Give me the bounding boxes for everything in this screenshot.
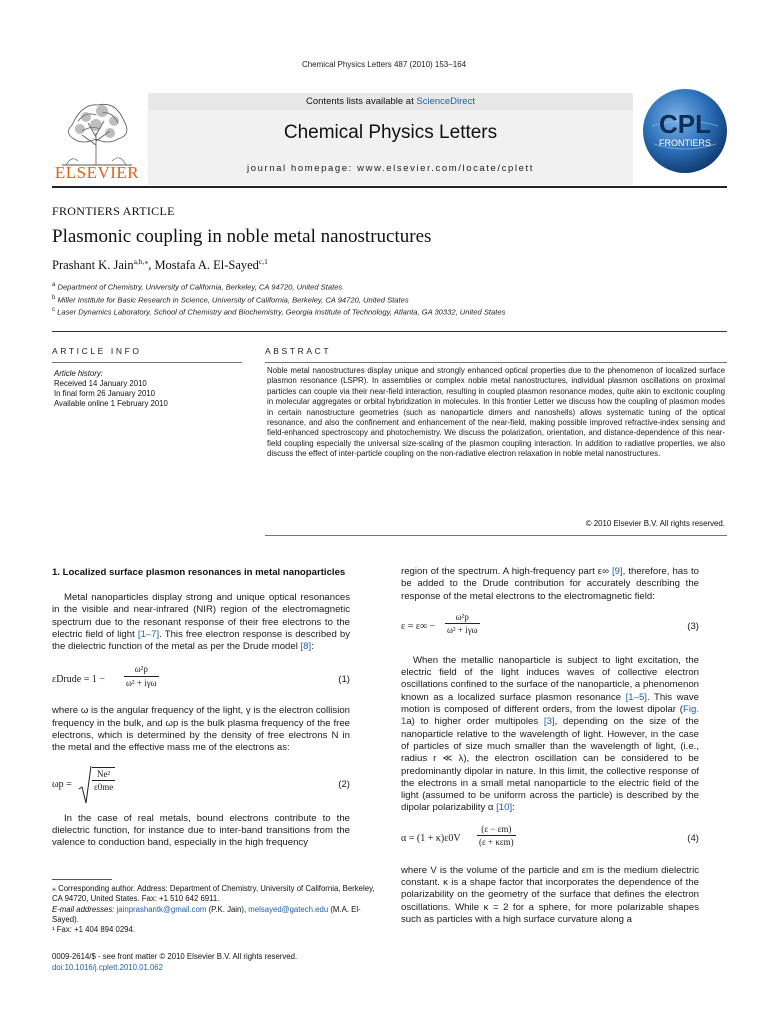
history-online: Available online 1 February 2010 xyxy=(54,399,168,408)
affiliation-a: $^a$ Department of Chemistry, University of California, Berkeley, CA 94720, United States xyxy=(52,282,343,292)
ref-link-3[interactable]: [3] xyxy=(543,716,555,728)
equation-3 xyxy=(401,611,699,645)
article-info-rule xyxy=(52,331,727,332)
history-received: Received 14 January 2010 xyxy=(54,379,147,388)
article-title: Plasmonic coupling in noble metal nanostructures xyxy=(52,226,432,247)
footnote-corresponding: ⁎ Corresponding author. Address: Department of Chemistry, University of California, Berkeley, CA 94720, United States. Fax: +1 510 642 6911. xyxy=(52,884,375,904)
right-column xyxy=(401,566,699,926)
footnote-rule xyxy=(52,879,112,880)
contents-prefix: Contents lists available at xyxy=(306,96,417,107)
journal-header-inner xyxy=(148,110,633,185)
left-column xyxy=(52,592,350,850)
ref-link-10[interactable]: [10] xyxy=(496,802,513,814)
affiliation-b: $^b$ Miller Institute for Basic Research in Science, University of California, Berkeley, CA 94720, United States xyxy=(52,295,409,305)
ref-link-1-7[interactable]: [1–7] xyxy=(137,628,160,640)
authors-line xyxy=(52,257,268,273)
article-info-heading: ARTICLE INFO xyxy=(52,346,142,356)
journal-homepage[interactable]: journal homepage: www.elsevier.com/locate/cplett xyxy=(247,163,534,174)
bottom-info xyxy=(52,951,297,973)
eq1-fraction: ω²p ω² + iγω xyxy=(126,664,157,688)
eq2-number: (2) xyxy=(338,778,350,790)
abstract-text: Noble metal nanostructures display unique and strongly enhanced optical properties due to the phenomenon of localized surface plasmon resonance (LSPR). In assemblies or complex noble metal nanostructures, individual plasmon oscillations on proximal particles can couple via their near-field interaction, resulting in coupled plasmon resonance modes, quite akin to excitonic coupling in molecular aggregates or orbital hybridization in molecules. In this frontier Letter we discuss how the coupling of plasmon modes in certain nanostructure geometries (such as nanoparticle dimers and nanoshells) allows systematic tuning of the optical resonance, and also the confinement and enhancement of the near-field, making possible improved refractive-index sensing and field-enhanced spectroscopy and photochemistry. We discuss the polarization, orientation, and distance-dependence of this near-field coupling especially the universal size-scaling of the plasmon coupling interaction. In addition to radiative properties, we also discuss the effect of inter-particle coupling on the non-radiative electron relaxation in noble metal nanostructures. xyxy=(267,366,725,459)
cpl-frontiers-badge[interactable] xyxy=(640,86,730,176)
col2-paragraph-1: region of the spectrum. A high-frequency part ε∞ [9], therefore, has to be added to the Drude contribution for accurately describing the response of the metal electrons to the electromagnetic field: xyxy=(401,566,699,602)
paragraph-3: In the case of real metals, bound electrons contribute to the dielectric function, for instance due to inter-band transitions from the valence to conduction band, especially in the high frequency xyxy=(52,812,350,849)
eq3-number: (3) xyxy=(687,620,699,632)
section-1-title: 1. Localized surface plasmon resonances in metal nanoparticles xyxy=(52,567,346,578)
col2-paragraph-3: where V is the volume of the particle and εm is the medium dielectric constant. κ is a shape factor that incorporates the dependence of the polarizability on the geometry of the surface that defines the electron oscillations. While κ = 2 for a sphere, for more polarizable shapes such as particles with a high surface curvature along a xyxy=(401,864,699,925)
eq1-number: (1) xyxy=(338,674,350,686)
abstract-bottom-divider xyxy=(265,535,727,536)
paragraph-1: Metal nanoparticles display strong and unique optical resonances in the visible and near-infrared (NIR) region of the electromagnetic spectrum due to the resonant response of their free electrons to the electric field of light [1–7]. This free electron response is described by the dielectric function of the metal as per the Drude model [8]: xyxy=(52,592,351,653)
journal-header xyxy=(148,93,633,185)
eq4-lhs: α = (1 + κ)ε0V xyxy=(401,832,461,844)
journal-title[interactable]: Chemical Physics Letters xyxy=(283,122,498,143)
eq2-lhs: ωp = xyxy=(52,778,72,790)
doi-link[interactable]: doi:10.1016/j.cplett.2010.01.062 xyxy=(52,963,163,972)
tree-icon xyxy=(52,95,142,167)
email-link-jain[interactable]: jainprashantk@gmail.com xyxy=(116,904,207,914)
abstract-divider xyxy=(265,362,727,363)
ref-link-1-5[interactable]: [1–5] xyxy=(625,691,647,703)
author-2-affil[interactable]: c,1 xyxy=(258,257,268,266)
footnote-fax: ¹ Fax: +1 404 894 0294. xyxy=(52,925,136,935)
ref-link-9[interactable]: [9] xyxy=(611,566,623,577)
article-history xyxy=(54,369,168,409)
history-final: In final form 26 January 2010 xyxy=(54,389,155,398)
sciencedirect-link[interactable]: ScienceDirect xyxy=(416,96,475,107)
author-1: Prashant K. Jain xyxy=(52,258,134,273)
abstract-heading: ABSTRACT xyxy=(265,346,332,356)
eq2-fraction: $\frac{\text{Ne²}}{\varepsilon 0me}$ xyxy=(94,768,114,792)
eq3-lhs: ε = ε∞ − xyxy=(401,620,436,632)
sqrt-symbol xyxy=(78,765,92,805)
journal-reference: Chemical Physics Letters 487 (2010) 153–164 xyxy=(301,60,467,69)
eq4-number: (4) xyxy=(687,832,699,844)
ref-link-8[interactable]: [8] xyxy=(300,641,312,653)
badge-sub-text: FRONTIERS xyxy=(658,138,712,148)
article-type: FRONTIERS ARTICLE xyxy=(52,204,175,218)
footnotes xyxy=(52,884,382,935)
elsevier-logo[interactable] xyxy=(52,95,142,183)
email-link-elsayed[interactable]: melsayed@gatech.edu xyxy=(248,904,329,914)
history-label: Article history: xyxy=(54,369,103,378)
issn-line: 0009-2614/$ - see front matter © 2010 Elsevier B.V. All rights reserved. xyxy=(52,952,298,961)
abstract-copyright: © 2010 Elsevier B.V. All rights reserved. xyxy=(585,519,725,528)
elsevier-wordmark: ELSEVIER xyxy=(54,163,140,182)
eq4-fraction: (ε − εm) (ε + κεm) xyxy=(479,823,514,848)
equation-4 xyxy=(401,823,699,857)
col2-paragraph-2: When the metallic nanoparticle is subject to light excitation, the electric field of the light induces waves of collective electron oscillations confined to the surface of the nanoparticle, a phenomenon known as a localized surface plasmon resonance [1–5]. This wave motion is composed of different orders, from the lowest dipolar (Fig. 1a) to higher order multipoles [3], depending on the size of the nanoparticle relative to the wavelength of light. However, in the case of particles of size much smaller than the wavelength of light, (i.e., radius r ≪ λ), the electron oscillation can be considered to be predominantly dipolar in nature. In this limit, the collective response of the electrons in a small metal nanoparticle to the electric field of the light (assumed to be uniform across the particle) is described by the dipolar polarizability α [10]: xyxy=(401,654,699,814)
badge-main-text: CPL xyxy=(659,109,711,139)
eq3-fraction: ω²p ω² + iγω xyxy=(447,611,478,636)
equation-2 xyxy=(52,765,350,807)
contents-available-line xyxy=(148,96,633,107)
paragraph-2: where ω is the angular frequency of the light, γ is the electron collision frequency in the bulk, and ωp is the bulk plasma frequency of the free electrons, which is determined by the density of free electrons N in the metal and the effective mass me of the electrons as: xyxy=(52,705,350,754)
eq1-lhs: εDrude = 1 − xyxy=(52,674,105,686)
cpl-globe-icon xyxy=(640,86,730,176)
fig-1-link[interactable]: Fig. 1 xyxy=(401,704,699,728)
equation-1 xyxy=(52,663,350,699)
footnote-emails: E-mail addresses: jainprashantk@gmail.com (P.K. Jain), melsayed@gatech.edu (M.A. El-Sayed). xyxy=(52,904,361,924)
article-info-divider xyxy=(52,362,242,363)
header-rule xyxy=(52,186,727,188)
affiliation-c: $^c$ Laser Dynamics Laboratory, School of Chemistry and Biochemistry, Georgia Institute of Technology, Atlanta, GA 30332, United States xyxy=(52,307,506,317)
author-1-affil[interactable]: a,b,⁎ xyxy=(133,257,149,266)
author-2: , Mostafa A. El-Sayed xyxy=(148,258,259,273)
